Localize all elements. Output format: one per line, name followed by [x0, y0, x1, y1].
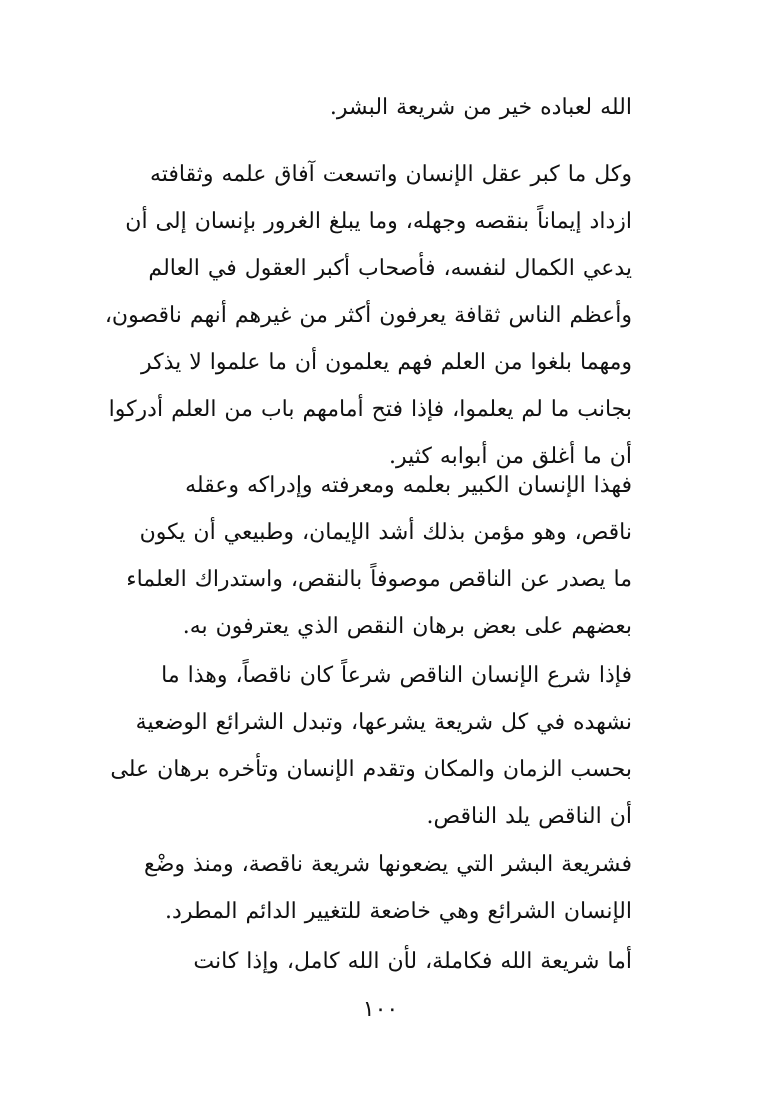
paragraph-2: [106, 151, 632, 480]
text-line: أن ما أغلق من أبوابه كثير.: [388, 444, 632, 469]
text-line: ما يصدر عن الناقص موصوفاً بالنقص، واستدراك العلماء: [126, 567, 632, 592]
text-line: فشريعة البشر التي يضعونها شريعة ناقصة، ومنذ وضْع: [144, 852, 632, 877]
text-line: ناقص، وهو مؤمن بذلك أشد الإيمان، وطبيعي أن يكون: [139, 520, 632, 545]
paragraph-5: [106, 841, 632, 935]
text-line: بجانب ما لم يعلموا، فإذا فتح أمامهم باب من العلم أدركوا: [108, 397, 632, 422]
paragraph-1: [106, 84, 632, 131]
paragraph-6: [106, 938, 632, 985]
text-line: أن الناقص يلد الناقص.: [426, 804, 632, 829]
text-line: يدعي الكمال لنفسه، فأصحاب أكبر العقول في العالم: [148, 256, 632, 281]
text-line: الإنسان الشرائع وهي خاضعة للتغيير الدائم المطرد.: [165, 899, 632, 924]
text-line: بعضهم على بعض برهان النقص الذي يعترفون به.: [182, 614, 632, 639]
text-line: وكل ما كبر عقل الإنسان واتسعت آفاق علمه وثقافته: [149, 162, 632, 187]
text-line: الله لعباده خير من شريعة البشر.: [329, 95, 632, 120]
text-line: أما شريعة الله فكاملة، لأن الله كامل، وإذا كانت: [193, 949, 632, 974]
paragraph-3: [106, 462, 632, 650]
page-number: ١٠٠: [362, 997, 399, 1022]
text-line: فإذا شرع الإنسان الناقص شرعاً كان ناقصاً، وهذا ما: [161, 663, 632, 688]
paragraph-4: [106, 652, 632, 840]
text-line: بحسب الزمان والمكان وتقدم الإنسان وتأخره برهان على: [110, 757, 632, 782]
text-line: نشهده في كل شريعة يشرعها، وتبدل الشرائع الوضعية: [135, 710, 632, 735]
text-line: ومهما بلغوا من العلم فهم يعلمون أن ما علموا لا يذكر: [140, 350, 632, 375]
text-line: وأعظم الناس ثقافة يعرفون أكثر من غيرهم أنهم ناقصون،: [104, 303, 632, 328]
text-line: فهذا الإنسان الكبير بعلمه ومعرفته وإدراكه وعقله: [185, 473, 632, 498]
text-line: ازداد إيماناً بنقصه وجهله، وما يبلغ الغرور بإنسان إلى أن: [125, 209, 632, 234]
